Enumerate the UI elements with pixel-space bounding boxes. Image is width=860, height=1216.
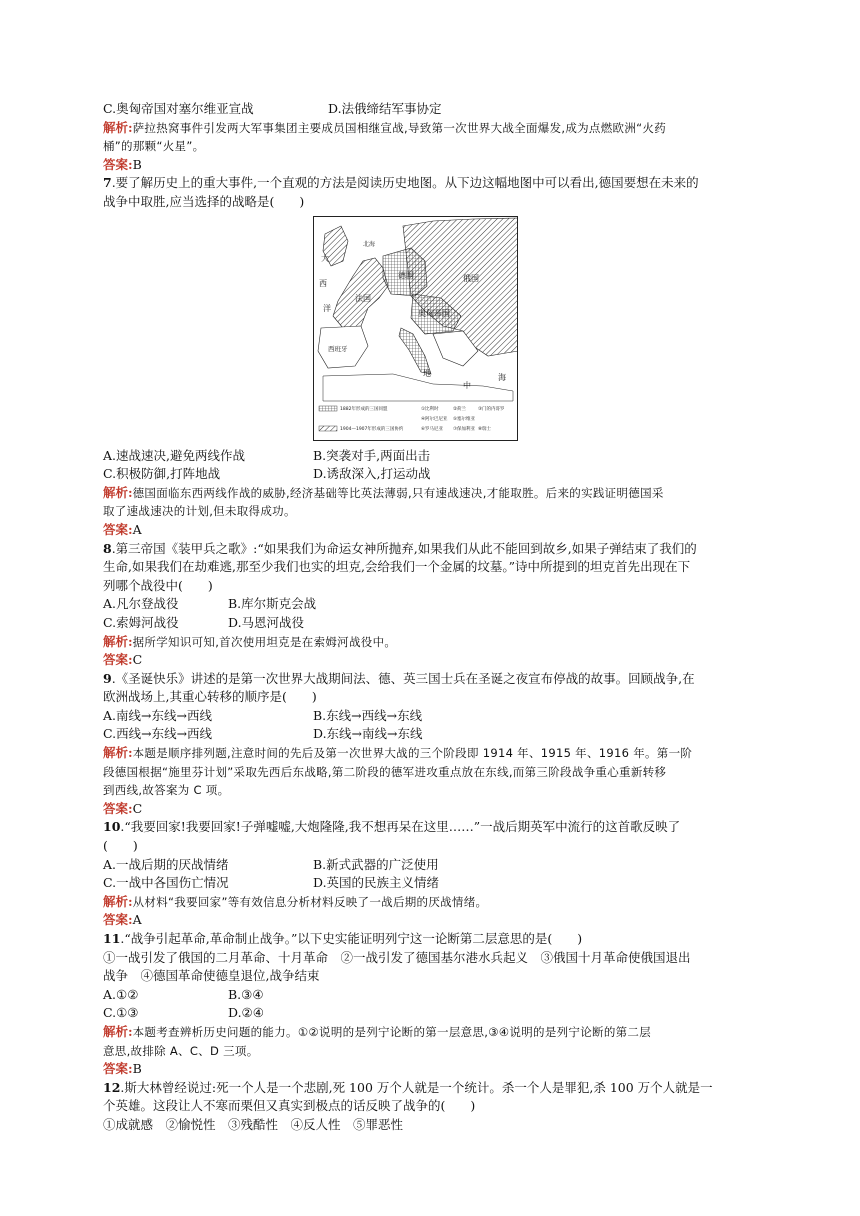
legend-city-4: ④阿尔巴尼亚 [421, 416, 448, 422]
q10-options-row-1 [103, 856, 763, 875]
q10-options-row-2 [103, 874, 763, 893]
europe-alliance-map [313, 216, 518, 441]
answer-label: 答案: [103, 1061, 133, 1077]
q8-option-a: A.凡尔登战役 [103, 596, 179, 612]
map-spain: 西班牙 [328, 344, 348, 353]
q6-analysis [103, 119, 763, 138]
map-sea-med-1: 地 [423, 368, 431, 378]
q9-option-a: A.南线→东线→西线 [103, 707, 212, 723]
answer-label: 答案: [103, 800, 133, 816]
q11-options-row-1 [103, 986, 763, 1005]
q8-analysis [103, 633, 763, 652]
q11-stem-3: 战争 ④德国革命使德皇退位,战争结束 [103, 968, 320, 984]
legend-city-3: ③门的内哥罗 [478, 406, 505, 412]
q9-stem-2: 欧洲战场上,其重心转移的顺序是( ) [103, 689, 317, 705]
legend-swatch-triple-alliance [319, 406, 337, 411]
q9-analysis [103, 744, 763, 763]
map-north-sea: 北海 [363, 240, 376, 248]
q9-options-row-1 [103, 707, 763, 726]
map-figure [313, 216, 518, 441]
q7-analysis-text-2: 取了速战速决的计划,但未取得成功。 [103, 504, 296, 519]
q11-answer [103, 1060, 763, 1079]
map-russia: 俄国 [463, 273, 479, 283]
legend-city-7: ⑦保加利亚 [453, 426, 476, 432]
q9-analysis-text-2: 段德国根据“施里芬计划”采取先西后东战略,第二阶段的德军进攻重点放在东线,而第三阶段战争重心重新转移 [103, 764, 667, 779]
question-number: 7 [103, 175, 112, 191]
legend-triple-entente: 1904—1907年形成的三国协约 [340, 426, 404, 432]
legend-city-5: ⑤塞尔维亚 [453, 416, 476, 422]
q12-stem-1: .斯大林曾经说过:死一个人是一个悲剧,死 100 万个人就是一个统计。杀一个人是罪犯,杀 100 万个人就是一 [120, 1079, 713, 1095]
analysis-label: 解析: [103, 119, 133, 135]
q9-option-d: D.东线→南线→东线 [313, 726, 423, 742]
document-page [103, 100, 763, 1135]
q8-stem-1: .第三帝国《装甲兵之歌》:“如果我们为命运女神所抛弃,如果我们从此不能回到故乡,如果子弹结束了我们的 [111, 540, 697, 556]
map-germany: 德国 [398, 270, 414, 280]
q7-answer [103, 521, 763, 540]
q8-stem-2: 生命,如果我们在劫难逃,那至少我们也实的坦克,会给我们一个金属的坟墓。”诗中所提到的坦克首先出现在下 [103, 559, 691, 575]
q8-answer-value: C [132, 652, 143, 668]
q10-option-d: D.英国的民族主义情绪 [313, 875, 440, 891]
q10-option-c: C.一战中各国伤亡情况 [103, 875, 229, 891]
q11-option-b: B.③④ [228, 986, 264, 1002]
answer-label: 答案: [103, 912, 133, 928]
q6-answer [103, 156, 763, 175]
q11-answer-value: B [132, 1061, 142, 1077]
q8-stem-3: 列哪个战役中( ) [103, 577, 213, 593]
analysis-label: 解析: [103, 1023, 133, 1039]
question-number: 8 [103, 540, 112, 556]
q12-stem [103, 1079, 763, 1098]
map-austria: 奥匈帝国 [418, 308, 450, 318]
q6-analysis-text-2: 桶”的那颗“火星”。 [103, 139, 205, 154]
question-number: 12 [103, 1079, 121, 1095]
q7-options-row-2 [103, 465, 763, 484]
q7-option-a: A.速战速决,避免两线作战 [103, 447, 245, 463]
q6-options-row [103, 100, 763, 119]
q8-options-row-1 [103, 595, 763, 614]
map-sea-west-1: 大 [321, 253, 329, 263]
q6-option-d: D.法俄缔结军事协定 [328, 101, 442, 116]
q10-option-b: B.新式武器的广泛使用 [313, 856, 439, 872]
q9-answer-value: C [132, 800, 143, 816]
q8-option-b: B.库尔斯克会战 [228, 596, 317, 612]
legend-city-8: ⑧瑞士 [478, 426, 492, 432]
q8-option-d: D.马恩河战役 [228, 614, 305, 630]
q7-options-row-1 [103, 447, 763, 466]
q11-option-a: A.①② [103, 986, 139, 1002]
q9-answer [103, 800, 763, 819]
q6-answer-value: B [132, 156, 142, 172]
legend-city-2: ②荷兰 [453, 406, 467, 412]
q9-stem [103, 670, 763, 689]
q11-analysis-text-2: 意思,故排除 A、C、D 三项。 [103, 1043, 259, 1058]
q12-stem-2: 个英雄。这段让人不寒而栗但又真实到极点的话反映了战争的( ) [103, 1098, 476, 1114]
q9-options-row-2 [103, 725, 763, 744]
q10-option-a: A.一战后期的厌战情绪 [103, 856, 229, 872]
analysis-label: 解析: [103, 893, 133, 909]
q7-stem-1: .要了解历史上的重大事件,一个直观的方法是阅读历史地图。从下边这幅地图中可以看出,德国要想在未来的 [111, 175, 699, 191]
q7-stem [103, 174, 763, 193]
question-number: 10 [103, 819, 121, 835]
question-number: 11 [103, 931, 121, 946]
answer-label: 答案: [103, 156, 133, 172]
q8-option-c: C.索姆河战役 [103, 614, 179, 630]
analysis-label: 解析: [103, 484, 133, 500]
q11-stem-2: ①一战引发了俄国的二月革命、十月革命 ②一战引发了德国基尔港水兵起义 ③俄国十月革命使俄国退出 [103, 949, 691, 965]
q10-stem [103, 818, 763, 837]
q10-analysis-text-1: 从材料“我要回家”等有效信息分析材料反映了一战后期的厌战情绪。 [132, 894, 488, 909]
legend-city-6: ⑥罗马尼亚 [421, 426, 444, 432]
q11-options-row-2 [103, 1004, 763, 1023]
q7-option-b: B.突袭对手,两面出击 [313, 447, 431, 463]
q9-analysis-text-1: 本题是顺序排列题,注意时间的先后及第一次世界大战的三个阶段即 1914 年、1915 年、1916 年。第一阶 [132, 746, 693, 761]
q8-options-row-2 [103, 614, 763, 633]
q9-option-c: C.西线→东线→西线 [103, 726, 213, 742]
q7-analysis-text-1: 德国面临东西两线作战的威胁,经济基础等比英法薄弱,只有速战速决,才能取胜。后来的实践证明德国采 [132, 485, 664, 500]
q10-answer [103, 911, 763, 930]
q11-analysis-text-1: 本题考查辨析历史问题的能力。①②说明的是列宁论断的第一层意思,③④说明的是列宁论断的第二层 [132, 1024, 652, 1039]
legend-swatch-triple-entente [319, 426, 337, 431]
analysis-label: 解析: [103, 633, 133, 649]
q11-option-c: C.①③ [103, 1005, 139, 1021]
map-sea-west-2: 西 [319, 278, 327, 288]
legend-city-1: ①比利时 [421, 406, 439, 412]
q7-answer-value: A [132, 521, 142, 537]
q11-option-d: D.②④ [228, 1005, 264, 1021]
q8-stem [103, 540, 763, 559]
q9-stem-1: .《圣诞快乐》讲述的是第一次世界大战期间法、德、英三国士兵在圣诞之夜宣布停战的故事。回顾战争,在 [111, 670, 695, 686]
q6-option-c: C.奥匈帝国对塞尔维亚宣战 [103, 101, 254, 116]
q10-analysis [103, 893, 763, 912]
question-number: 9 [103, 670, 112, 686]
map-sea-med-2: 中 [463, 380, 471, 390]
q10-answer-value: A [132, 912, 142, 928]
q11-analysis [103, 1023, 763, 1042]
legend-triple-alliance: 1882年形成的三国同盟 [340, 406, 388, 412]
q12-stem-3: ①成就感 ②愉悦性 ③残酷性 ④反人性 ⑤罪恶性 [103, 1116, 404, 1132]
q9-option-b: B.东线→西线→东线 [313, 707, 423, 723]
q10-stem-2: ( ) [103, 838, 138, 854]
map-sea-west-3: 洋 [323, 303, 331, 313]
q7-option-d: D.诱敌深入,打运动战 [313, 466, 431, 482]
q10-stem-1: .“我要回家!我要回家!子弹嘘嘘,大炮隆隆,我不想再呆在这里……”一战后期英军中流行的这首歌反映了 [120, 819, 681, 835]
map-france: 法国 [355, 293, 371, 303]
q8-answer [103, 651, 763, 670]
answer-label: 答案: [103, 521, 133, 537]
analysis-label: 解析: [103, 745, 133, 761]
q11-stem-1: .“战争引起革命,革命制止战争。”以下史实能证明列宁这一论断第二层意思的是( ) [120, 931, 583, 946]
q6-analysis-text-1: 萨拉热窝事件引发两大军事集团主要成员国相继宣战,导致第一次世界大战全面爆发,成为点燃欧洲“火药 [132, 120, 666, 135]
map-sea-med-3: 海 [498, 372, 506, 382]
q8-analysis-text-1: 据所学知识可知,首次使用坦克是在索姆河战役中。 [132, 634, 397, 649]
answer-label: 答案: [103, 652, 133, 668]
q7-stem-2: 战争中取胜,应当选择的战略是( ) [103, 193, 305, 209]
q7-option-c: C.积极防御,打阵地战 [103, 466, 221, 482]
q11-stem [103, 930, 763, 949]
q7-analysis [103, 484, 763, 503]
q9-analysis-text-3: 到西线,故答案为 C 项。 [103, 783, 230, 798]
